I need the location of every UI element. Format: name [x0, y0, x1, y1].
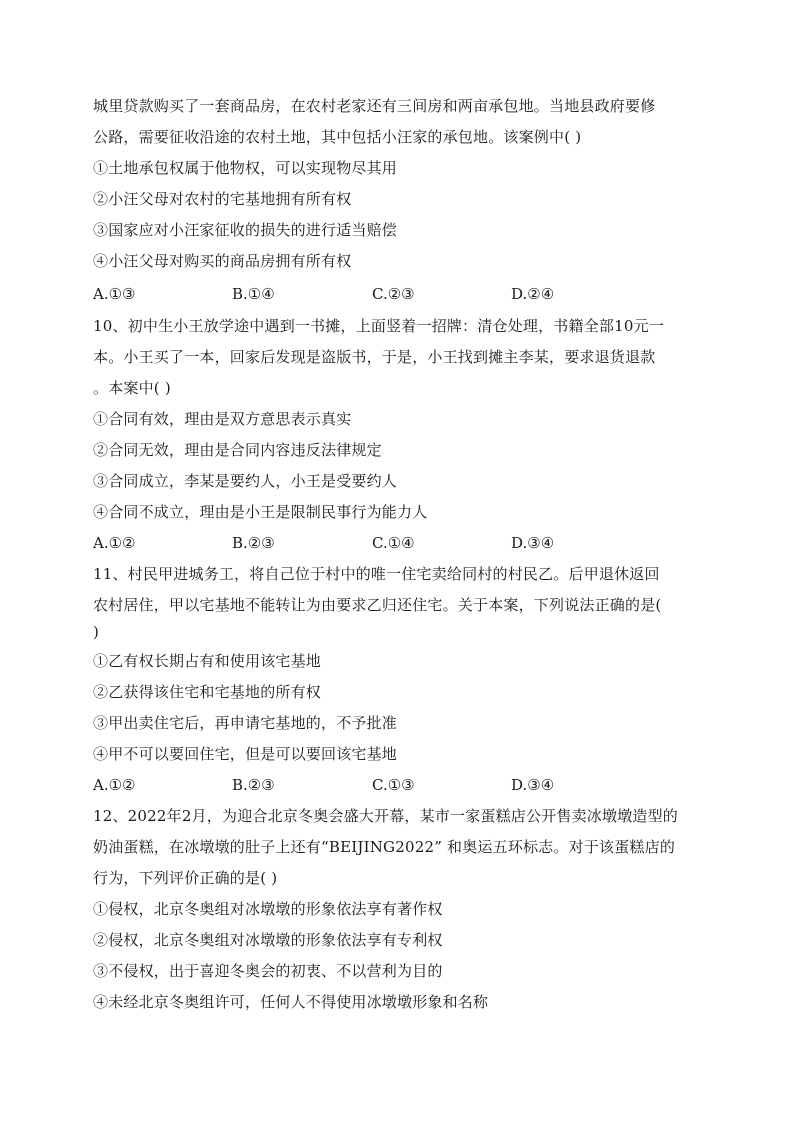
q9-statement-4: ④小汪父母对购买的商品房拥有所有权	[93, 252, 352, 270]
q10-statement-4: ④合同不成立，理由是小王是限制民事行为能力人	[93, 503, 428, 521]
q11-statement-3: ③甲出卖住宅后，再申请宅基地的，不予批准	[93, 714, 398, 732]
q10-stem-line-1: 10、初中生小王放学途中遇到一书摊，上面竖着一招牌：清仓处理，书籍全部10元一	[93, 317, 664, 335]
q11-stem-line-1: 11、村民甲进城务工，将自己位于村中的唯一住宅卖给同村的村民乙。后甲退休返回	[93, 565, 660, 583]
q11-option-c: C.①③	[372, 776, 415, 794]
q9-option-d: D.②④	[511, 285, 555, 303]
q12-statement-4: ④未经北京冬奥组许可，任何人不得使用冰墩墩形象和名称	[93, 993, 489, 1011]
q9-stem-line-1: 城里贷款购买了一套商品房，在农村老家还有三间房和两亩承包地。当地县政府要修	[93, 97, 656, 115]
q11-stem-line-3: )	[93, 623, 100, 641]
q11-option-a: A.①②	[93, 776, 136, 794]
q10-stem-line-3: 。本案中( )	[93, 379, 171, 397]
q9-option-a: A.①③	[93, 285, 136, 303]
q11-statement-1: ①乙有权长期占有和使用该宅基地	[93, 652, 322, 670]
q11-option-b: B.②③	[232, 776, 275, 794]
q9-option-b: B.①④	[232, 285, 275, 303]
q10-option-d: D.③④	[511, 534, 555, 552]
q12-statement-2: ②侵权，北京冬奥组对冰墩墩的形象依法享有专利权	[93, 931, 443, 949]
q12-statement-3: ③不侵权，出于喜迎冬奥会的初衷、不以营利为目的	[93, 962, 443, 980]
q10-option-a: A.①②	[93, 534, 136, 552]
q10-statement-1: ①合同有效，理由是双方意思表示真实	[93, 410, 352, 428]
q9-statement-2: ②小汪父母对农村的宅基地拥有所有权	[93, 190, 352, 208]
q11-option-d: D.③④	[511, 776, 555, 794]
q11-stem-line-2: 农村居住，甲以宅基地不能转让为由要求乙归还住宅。关于本案，下列说法正确的是(	[93, 596, 662, 614]
q12-statement-1: ①侵权，北京冬奥组对冰墩墩的形象依法享有著作权	[93, 900, 443, 918]
q10-option-c: C.①④	[372, 534, 415, 552]
q9-option-c: C.②③	[372, 285, 415, 303]
q12-stem-line-1: 12、2022年2月，为迎合北京冬奥会盛大开幕，某市一家蛋糕店公开售卖冰墩墩造型的	[93, 807, 679, 825]
q11-statement-2: ②乙获得该住宅和宅基地的所有权	[93, 683, 322, 701]
q10-statement-3: ③合同成立，李某是要约人，小王是受要约人	[93, 472, 398, 490]
q9-stem-line-2: 公路，需要征收沿途的农村土地，其中包括小汪家的承包地。该案例中( )	[93, 128, 582, 146]
q9-statement-1: ①土地承包权属于他物权，可以实现物尽其用	[93, 159, 398, 177]
q9-statement-3: ③国家应对小汪家征收的损失的进行适当赔偿	[93, 221, 398, 239]
q10-statement-2: ②合同无效，理由是合同内容违反法律规定	[93, 441, 382, 459]
q10-stem-line-2: 本。小王买了一本，回家后发现是盗版书，于是，小王找到摊主李某，要求退货退款	[93, 348, 656, 366]
q10-option-b: B.②③	[232, 534, 275, 552]
q12-stem-line-3: 行为，下列评价正确的是( )	[93, 869, 278, 887]
q11-statement-4: ④甲不可以要回住宅，但是可以要回该宅基地	[93, 745, 398, 763]
q12-stem-line-2: 奶油蛋糕，在冰墩墩的肚子上还有“BEIJING2022” 和奥运五环标志。对于该蛋糕店的	[93, 838, 676, 856]
